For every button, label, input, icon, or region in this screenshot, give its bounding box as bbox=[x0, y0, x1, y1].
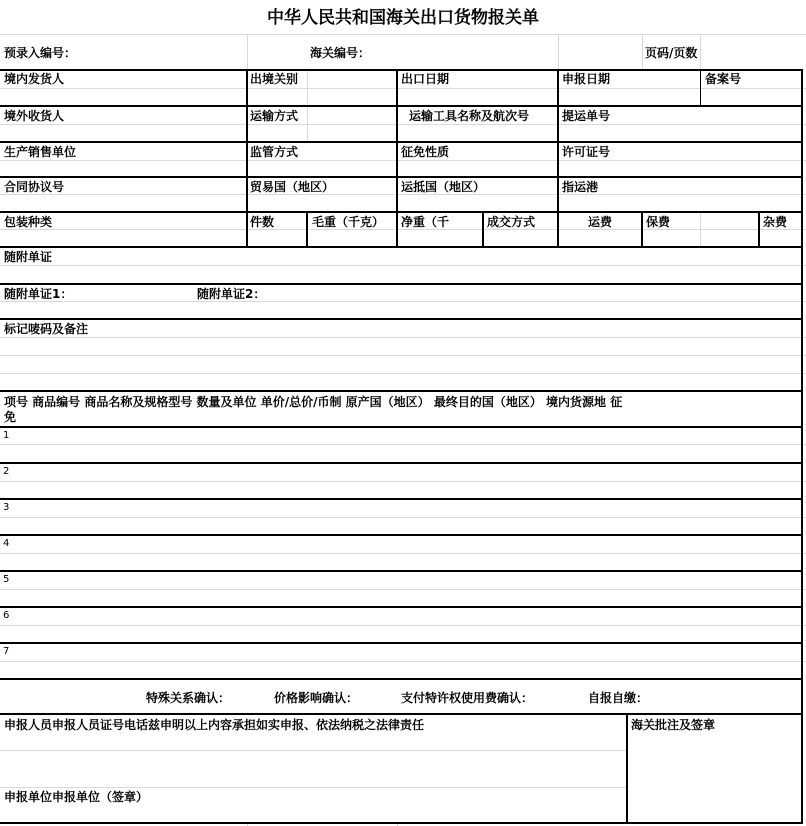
customs-number-field[interactable] bbox=[559, 35, 641, 69]
goods-row-number: 6 bbox=[3, 610, 10, 621]
producer-seller-label: 生产销售单位 bbox=[4, 145, 77, 159]
royalty-payment-label: 支付特许权使用费确认： bbox=[401, 691, 534, 705]
attached-document-2-label: 随附单证2： bbox=[197, 287, 266, 301]
goods-table-header: 项号 商品编号 商品名称及规格型号 数量及单位 单价/总价/币制 原产国（地区） 最终目的国（地区） 境内货源地 征 bbox=[4, 395, 623, 409]
freight-label: 运费 bbox=[588, 215, 613, 229]
preentry-number-field[interactable] bbox=[248, 35, 308, 69]
declaration-date-label: 申报日期 bbox=[562, 72, 611, 86]
package-count-label: 件数 bbox=[250, 215, 275, 229]
tax-nature-label: 征免性质 bbox=[401, 145, 450, 159]
destination-country-label: 运抵国（地区） bbox=[401, 180, 486, 194]
destination-port-label: 指运港 bbox=[562, 180, 599, 194]
package-type-label: 包装种类 bbox=[4, 215, 53, 229]
vessel-voyage-label: 运输工具名称及航次号 bbox=[409, 109, 530, 123]
price-influence-label: 价格影响确认： bbox=[274, 691, 359, 705]
declaring-unit-label: 申报单位申报单位（签章） bbox=[4, 790, 149, 804]
customs-endorsement-label: 海关批注及签章 bbox=[631, 718, 716, 732]
self-declaration-label: 自报自缴： bbox=[588, 691, 649, 705]
declarant-statement: 申报人员申报人员证号电话兹申明以上内容承担如实申报、依法纳税之法律责任 bbox=[4, 718, 425, 732]
exit-customs-label: 出境关别 bbox=[250, 72, 299, 86]
customs-signature-area[interactable] bbox=[628, 735, 800, 821]
preentry-number-label: 预录入编号： bbox=[4, 46, 77, 60]
attached-document-1-label: 随附单证1： bbox=[4, 287, 73, 301]
goods-table-header-wrap: 免 bbox=[4, 410, 17, 424]
export-date-label: 出口日期 bbox=[401, 72, 450, 86]
goods-row-number: 4 bbox=[3, 538, 10, 549]
page-count-label: 页码/页数 bbox=[645, 46, 698, 60]
trading-country-label: 贸易国（地区） bbox=[250, 180, 335, 194]
customs-number-label: 海关编号： bbox=[310, 46, 371, 60]
attached-documents-label: 随附单证 bbox=[4, 250, 53, 264]
insurance-label: 保费 bbox=[646, 215, 671, 229]
transport-mode-label: 运输方式 bbox=[250, 109, 299, 123]
goods-row-number: 1 bbox=[3, 430, 10, 441]
marks-remarks-field[interactable] bbox=[0, 338, 800, 390]
goods-row-number: 2 bbox=[3, 466, 10, 477]
special-relationship-label: 特殊关系确认： bbox=[146, 691, 231, 705]
bill-of-lading-label: 提运单号 bbox=[562, 109, 611, 123]
domestic-consignor-label: 境内发货人 bbox=[4, 72, 65, 86]
misc-fee-label: 杂费 bbox=[763, 215, 788, 229]
supervision-mode-label: 监管方式 bbox=[250, 145, 299, 159]
license-number-label: 许可证号 bbox=[562, 145, 611, 159]
record-number-label: 备案号 bbox=[705, 72, 742, 86]
gross-weight-label: 毛重（千克） bbox=[312, 215, 385, 229]
marks-remarks-label: 标记唛码及备注 bbox=[4, 322, 89, 336]
contract-number-label: 合同协议号 bbox=[4, 180, 65, 194]
overseas-consignee-label: 境外收货人 bbox=[4, 109, 65, 123]
goods-row-number: 7 bbox=[3, 646, 10, 657]
form-title: 中华人民共和国海关出口货物报关单 bbox=[267, 8, 539, 28]
goods-row-number: 3 bbox=[3, 502, 10, 513]
goods-row-number: 5 bbox=[3, 574, 10, 585]
transaction-mode-label: 成交方式 bbox=[487, 215, 536, 229]
net-weight-label: 净重（千 bbox=[401, 215, 450, 229]
